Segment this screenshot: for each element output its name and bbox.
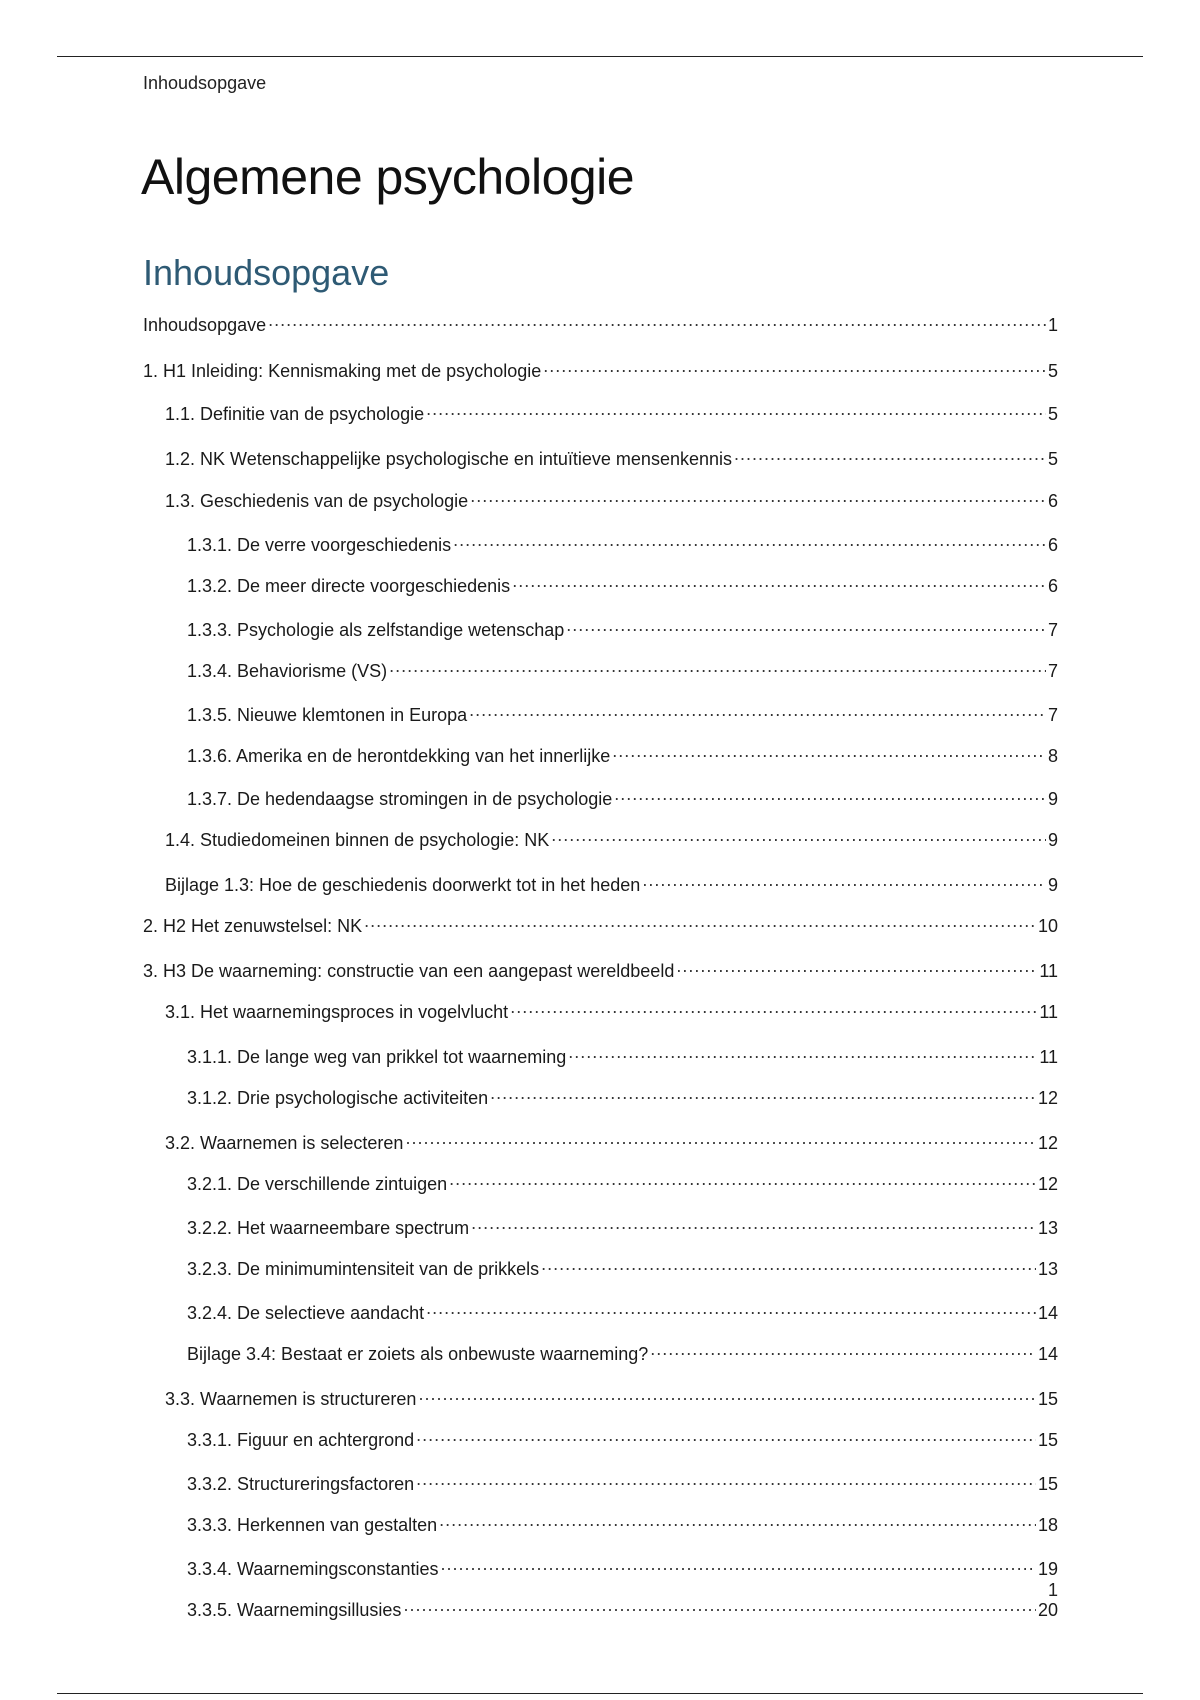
toc-dot-leader: [453, 529, 1046, 551]
toc-entry-label: Bijlage 1.3: Hoe de geschiedenis doorwerkt tot in het heden: [165, 875, 641, 895]
toc-entry[interactable]: [143, 1509, 1058, 1536]
toc-dot-leader: [364, 910, 1036, 932]
toc-dot-leader: [543, 355, 1046, 377]
footer-rule: [57, 1693, 1143, 1694]
toc-entry[interactable]: [143, 699, 1058, 726]
toc-entry[interactable]: [143, 1082, 1058, 1109]
toc-entry-page: 11: [1039, 1002, 1058, 1022]
toc-entry-page: 5: [1047, 404, 1058, 424]
toc-entry-label: 1.3.3. Psychologie als zelfstandige wetenschap: [187, 620, 565, 640]
toc-entry[interactable]: [143, 1338, 1058, 1365]
toc-entry-page: 11: [1039, 961, 1058, 981]
toc-entry[interactable]: [143, 309, 1058, 336]
toc-entry[interactable]: [143, 740, 1058, 767]
toc-entry-label: 3.3.3. Herkennen van gestalten: [187, 1515, 438, 1535]
toc-entry-page: 14: [1037, 1344, 1058, 1364]
document-title: Algemene psychologie: [141, 149, 635, 205]
toc-entry-label: 1.3.2. De meer directe voorgeschiedenis: [187, 576, 511, 596]
toc-dot-leader: [268, 309, 1046, 331]
toc-entry-label: 2. H2 Het zenuwstelsel: NK: [143, 916, 363, 936]
toc-entry-page: 12: [1037, 1174, 1058, 1194]
toc-entry-page: 18: [1037, 1515, 1058, 1535]
header-rule: [57, 56, 1143, 57]
toc-entry[interactable]: [143, 996, 1058, 1023]
toc-entry-label: 3.2.2. Het waarneembare spectrum: [187, 1218, 470, 1238]
toc-entry-label: 3.2.4. De selectieve aandacht: [187, 1303, 425, 1323]
toc-entry[interactable]: [143, 1468, 1058, 1495]
toc-dot-leader: [734, 443, 1046, 465]
toc-entry-page: 12: [1037, 1133, 1058, 1153]
toc-dot-leader: [568, 1041, 1037, 1063]
toc-dot-leader: [416, 1424, 1036, 1446]
toc-entry-label: 1.2. NK Wetenschappelijke psychologische en intuïtieve mensenkennis: [165, 449, 732, 469]
running-header: Inhoudsopgave: [143, 73, 267, 93]
toc-entry-page: 7: [1047, 620, 1058, 640]
toc-dot-leader: [418, 1383, 1036, 1405]
toc-entry[interactable]: [143, 1383, 1058, 1410]
toc-entry-label: 1.3. Geschiedenis van de psychologie: [165, 491, 469, 511]
toc-entry-page: 14: [1037, 1303, 1058, 1323]
toc-entry-label: 3.1.2. Drie psychologische activiteiten: [187, 1088, 489, 1108]
toc-dot-leader: [614, 783, 1046, 805]
toc-entry-label: 3.2. Waarnemen is selecteren: [165, 1133, 404, 1153]
toc-entry[interactable]: [143, 1253, 1058, 1280]
toc-dot-leader: [541, 1253, 1036, 1275]
toc-entry-label: 3. H3 De waarneming: constructie van een aangepast wereldbeeld: [143, 961, 675, 981]
toc-entry-label: 3.1.1. De lange weg van prikkel tot waarneming: [187, 1047, 567, 1067]
toc-dot-leader: [469, 699, 1046, 721]
toc-entry-page: 9: [1047, 789, 1058, 809]
toc-entry-label: 3.3. Waarnemen is structureren: [165, 1389, 417, 1409]
toc-entry-label: 1.3.4. Behaviorisme (VS): [187, 661, 388, 681]
toc-entry[interactable]: [143, 570, 1058, 597]
toc-entry-label: 3.2.3. De minimumintensiteit van de prikkels: [187, 1259, 540, 1279]
toc-dot-leader: [405, 1127, 1036, 1149]
toc-entry-page: 9: [1047, 875, 1058, 895]
toc-entry-label: 1.3.6. Amerika en de herontdekking van het innerlijke: [187, 746, 611, 766]
toc-entry[interactable]: [143, 485, 1058, 512]
toc-entry-page: 15: [1037, 1389, 1058, 1409]
toc-entry-page: 10: [1037, 916, 1058, 936]
toc-entry-page: 5: [1047, 361, 1058, 381]
toc-entry[interactable]: [143, 529, 1058, 556]
toc-entry[interactable]: [143, 398, 1058, 425]
toc-dot-leader: [389, 655, 1046, 677]
toc-dot-leader: [470, 485, 1046, 507]
toc-dot-leader: [416, 1468, 1036, 1490]
toc-dot-leader: [566, 614, 1046, 636]
toc-entry[interactable]: [143, 783, 1058, 810]
toc-entry-page: 19: [1037, 1559, 1058, 1579]
toc-entry-page: 1: [1047, 315, 1058, 335]
toc-dot-leader: [512, 570, 1046, 592]
toc-entry-label: 1. H1 Inleiding: Kennismaking met de psychologie: [143, 361, 542, 381]
toc-dot-leader: [426, 1297, 1036, 1319]
toc-entry[interactable]: [143, 614, 1058, 641]
toc-entry[interactable]: [143, 824, 1058, 851]
toc-entry-label: 1.3.7. De hedendaagse stromingen in de psychologie: [187, 789, 613, 809]
toc-entry-label: 3.3.4. Waarnemingsconstanties: [187, 1559, 439, 1579]
toc-entry[interactable]: [143, 1127, 1058, 1154]
toc-entry[interactable]: [143, 1041, 1058, 1068]
toc-entry-label: 3.3.1. Figuur en achtergrond: [187, 1430, 415, 1450]
toc-entry-page: 11: [1039, 1047, 1058, 1067]
toc-entry-page: 12: [1037, 1088, 1058, 1108]
toc-entry-page: 20: [1037, 1600, 1058, 1620]
toc-entry-label: Bijlage 3.4: Bestaat er zoiets als onbewuste waarneming?: [187, 1344, 649, 1364]
toc-entry-label: 1.3.5. Nieuwe klemtonen in Europa: [187, 705, 468, 725]
toc-dot-leader: [426, 398, 1046, 420]
toc-entry-page: 13: [1037, 1259, 1058, 1279]
toc-entry-label: 1.4. Studiedomeinen binnen de psychologie: NK: [165, 830, 550, 850]
toc-entry[interactable]: [143, 1424, 1058, 1451]
toc-entry-page: 7: [1047, 705, 1058, 725]
toc-entry-label: 3.1. Het waarnemingsproces in vogelvlucht: [165, 1002, 509, 1022]
toc-entry-label: Inhoudsopgave: [143, 315, 267, 335]
toc-entry-label: 1.3.1. De verre voorgeschiedenis: [187, 535, 452, 555]
toc-dot-leader: [551, 824, 1046, 846]
toc-dot-leader: [510, 996, 1037, 1018]
toc-entry-page: 7: [1047, 661, 1058, 681]
toc-entry-page: 6: [1047, 535, 1058, 555]
toc-entry[interactable]: [143, 1297, 1058, 1324]
toc-entry[interactable]: [143, 955, 1058, 982]
toc-entry[interactable]: [143, 443, 1058, 470]
page-number: 1: [1047, 1580, 1058, 1600]
toc-dot-leader: [439, 1509, 1036, 1531]
toc-entry-page: 6: [1047, 576, 1058, 596]
toc-dot-leader: [612, 740, 1046, 762]
toc-dot-leader: [403, 1594, 1036, 1616]
toc-heading: Inhoudsopgave: [143, 252, 390, 293]
toc-entry-page: 15: [1037, 1430, 1058, 1450]
toc-entry-page: 6: [1047, 491, 1058, 511]
toc-entry[interactable]: [143, 1553, 1058, 1580]
toc-entry[interactable]: [143, 1168, 1058, 1195]
toc-dot-leader: [471, 1212, 1036, 1234]
toc-entry[interactable]: [143, 1212, 1058, 1239]
toc-entry[interactable]: [143, 1594, 1058, 1621]
toc-dot-leader: [440, 1553, 1036, 1575]
table-of-contents: [143, 309, 1058, 1621]
toc-entry-label: 3.3.5. Waarnemingsillusies: [187, 1600, 402, 1620]
toc-entry-label: 3.2.1. De verschillende zintuigen: [187, 1174, 448, 1194]
toc-entry[interactable]: [143, 910, 1058, 937]
toc-entry-page: 15: [1037, 1474, 1058, 1494]
toc-entry-label: 1.1. Definitie van de psychologie: [165, 404, 425, 424]
toc-dot-leader: [650, 1338, 1036, 1360]
toc-dot-leader: [490, 1082, 1036, 1104]
toc-dot-leader: [676, 955, 1037, 977]
toc-entry-page: 5: [1047, 449, 1058, 469]
toc-entry-label: 3.3.2. Structureringsfactoren: [187, 1474, 415, 1494]
toc-entry-page: 13: [1037, 1218, 1058, 1238]
toc-entry[interactable]: [143, 655, 1058, 682]
toc-entry[interactable]: [143, 355, 1058, 382]
toc-entry[interactable]: [143, 869, 1058, 896]
toc-entry-page: 8: [1047, 746, 1058, 766]
toc-dot-leader: [642, 869, 1046, 891]
toc-dot-leader: [449, 1168, 1036, 1190]
toc-entry-page: 9: [1047, 830, 1058, 850]
